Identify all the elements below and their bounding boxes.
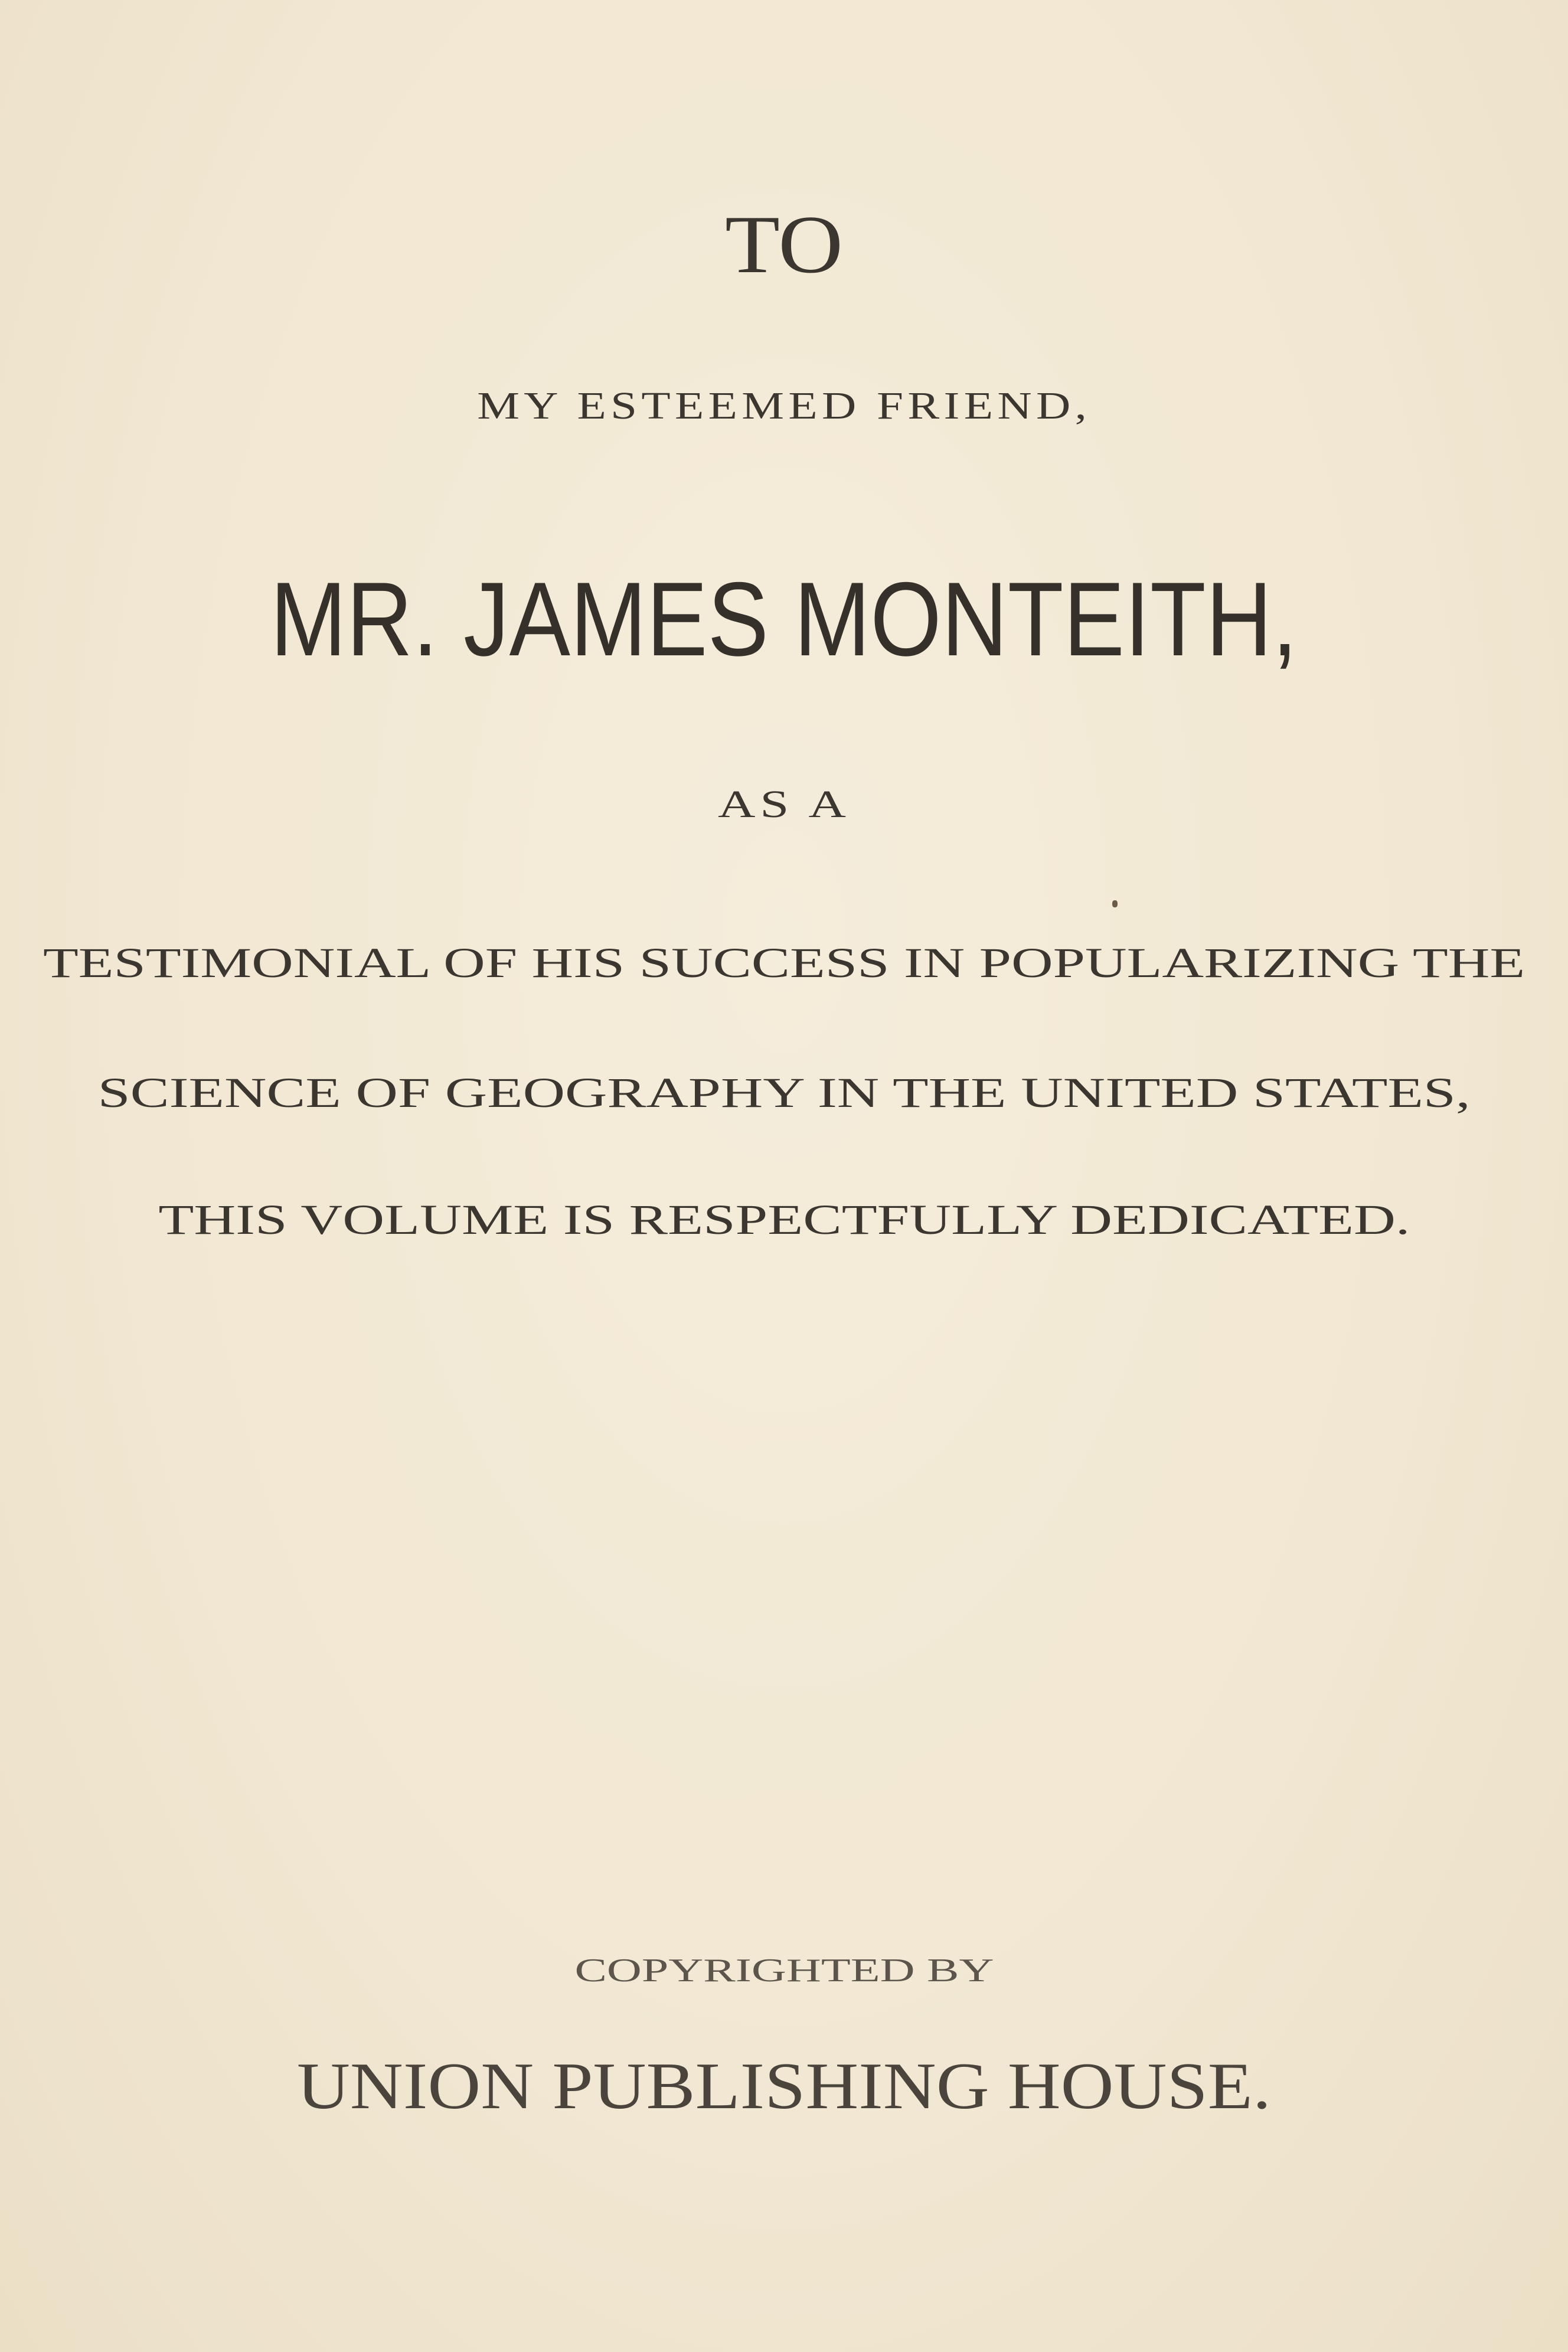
friend-text: MY ESTEEMED FRIEND, [476, 384, 1091, 427]
body-text: THIS VOLUME IS RESPECTFULLY DEDICATED. [158, 1196, 1410, 1243]
dedication-friend-line [0, 384, 1568, 427]
copyright-text: COPYRIGHTED BY [574, 1952, 994, 1989]
dedication-body-line-1 [0, 939, 1568, 986]
publisher-text: UNION PUBLISHING HOUSE. [297, 2050, 1271, 2123]
body-text: TESTIMONIAL OF HIS SUCCESS IN POPULARIZING THE [43, 939, 1525, 986]
name-text: MR. JAMES MONTEITH, [270, 560, 1298, 678]
dedicatee-name [0, 560, 1568, 678]
dedication-heading [0, 199, 1568, 290]
copyright-label [0, 1954, 1568, 1987]
body-text: SCIENCE OF GEOGRAPHY IN THE UNITED STATES, [97, 1069, 1471, 1116]
dedication-as-a [0, 785, 1568, 824]
dedication-body-line-3 [0, 1198, 1568, 1241]
dedication-body-line-2 [0, 1069, 1568, 1116]
publisher-name [0, 2050, 1568, 2123]
as-a-text: AS A [717, 783, 851, 826]
ink-speck [1112, 900, 1118, 907]
heading-text: TO [725, 199, 843, 290]
